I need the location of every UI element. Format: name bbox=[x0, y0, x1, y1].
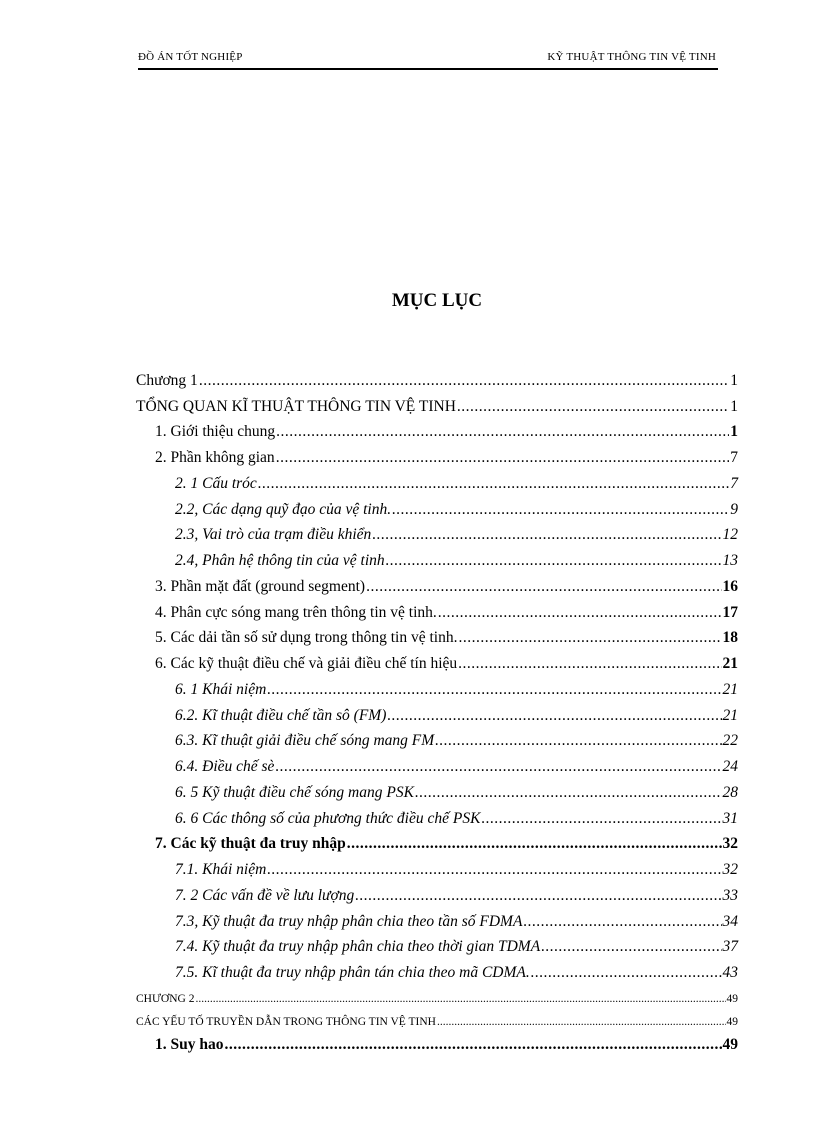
header-left: ĐỒ ÁN TỐT NGHIỆP bbox=[138, 51, 243, 63]
toc-leader-dots bbox=[347, 835, 722, 853]
toc-entry-label: 6. 1 Khái niệm bbox=[175, 680, 267, 698]
toc-entry[interactable] bbox=[136, 390, 738, 416]
toc-entry[interactable] bbox=[136, 673, 738, 699]
toc-leader-dots bbox=[458, 655, 721, 673]
toc-entry-page: 32 bbox=[722, 835, 738, 853]
toc-leader-dots bbox=[276, 449, 730, 467]
toc-entry[interactable] bbox=[136, 828, 738, 854]
toc-entry-label: 2.3, Vai trò của trạm điều khiển bbox=[175, 526, 372, 544]
toc-entry-label: 7. 2 Các vấn đề về lưu lượng bbox=[175, 886, 355, 904]
toc-entry[interactable] bbox=[136, 544, 738, 570]
toc-leader-dots bbox=[199, 372, 729, 390]
toc-leader-dots bbox=[386, 552, 722, 570]
toc-entry-label: CHƯƠNG 2 bbox=[136, 993, 195, 1005]
toc-entry-label: CÁC YẾU TỐ TRUYỀN DẪN TRONG THÔNG TIN VỆ TINH bbox=[136, 1016, 436, 1028]
toc-entry-label: 1. Giới thiệu chung bbox=[155, 423, 276, 441]
toc-entry[interactable] bbox=[136, 647, 738, 673]
toc-leader-dots bbox=[435, 732, 721, 750]
toc-leader-dots bbox=[531, 964, 722, 982]
toc-entry[interactable] bbox=[136, 853, 738, 879]
toc-entry-label: 7.1. Khái niệm bbox=[175, 861, 267, 878]
toc-entry[interactable] bbox=[136, 1005, 738, 1028]
toc-leader-dots bbox=[372, 526, 721, 544]
toc-entry[interactable] bbox=[136, 905, 738, 931]
toc-entry-page: 37 bbox=[722, 938, 738, 956]
toc-entry-page: 49 bbox=[726, 993, 738, 1005]
toc-entry-page: 21 bbox=[722, 655, 738, 672]
toc-entry-label: 2.2, Các dạng quỹ đạo của vệ tinh. bbox=[175, 500, 392, 518]
toc-entry[interactable] bbox=[136, 596, 738, 622]
toc-entry[interactable] bbox=[136, 956, 738, 982]
toc-entry-page: 43 bbox=[722, 964, 738, 981]
toc-entry-label: 7.3, Kỹ thuật đa truy nhập phân chia theo tần số FDMA bbox=[175, 912, 523, 930]
toc-entry-page: 21 bbox=[722, 706, 738, 724]
toc-entry[interactable] bbox=[136, 725, 738, 751]
toc-leader-dots bbox=[458, 629, 721, 647]
toc-leader-dots bbox=[276, 423, 729, 441]
toc-entry-label: Chương 1 bbox=[136, 371, 198, 389]
toc-entry-page: 22 bbox=[722, 732, 738, 750]
toc-entry-label: 6. 5 Kỹ thuật điều chế sóng mang PSK bbox=[175, 783, 414, 801]
toc-leader-dots bbox=[481, 810, 721, 828]
toc-entry-page: 49 bbox=[726, 1016, 738, 1028]
toc-entry[interactable] bbox=[136, 493, 738, 519]
toc-leader-dots bbox=[267, 861, 721, 879]
toc-entry-label: 2. Phần không gian bbox=[155, 449, 275, 466]
toc-leader-dots bbox=[438, 604, 722, 622]
toc-entry-page: 12 bbox=[722, 526, 738, 544]
toc-entry-page: 31 bbox=[722, 809, 738, 827]
toc-entry[interactable] bbox=[136, 776, 738, 802]
toc-leader-dots bbox=[387, 707, 721, 725]
toc-entry-label: TỔNG QUAN KĨ THUẬT THÔNG TIN VỆ TINH bbox=[136, 397, 456, 415]
toc-entry-page: 9 bbox=[730, 500, 738, 518]
toc-entry-label: 7. Các kỹ thuật đa truy nhập bbox=[155, 835, 346, 853]
toc-entry-page: 13 bbox=[722, 552, 738, 569]
toc-leader-dots bbox=[541, 938, 721, 956]
toc-entry[interactable] bbox=[136, 416, 738, 442]
toc-entry-page: 33 bbox=[722, 886, 738, 904]
toc-entry-page: 16 bbox=[722, 577, 738, 595]
toc-entry-page: 21 bbox=[722, 680, 738, 698]
header-right: KỸ THUẬT THÔNG TIN VỆ TINH bbox=[547, 51, 716, 63]
toc-entry-label: 4. Phân cực sóng mang trên thông tin vệ tinh. bbox=[155, 603, 437, 621]
toc-entry[interactable] bbox=[136, 802, 738, 828]
toc-entry[interactable] bbox=[136, 931, 738, 957]
toc-leader-dots bbox=[392, 501, 729, 519]
toc-entry-label: 6.3. Kĩ thuật giải điều chế sóng mang FM bbox=[175, 732, 435, 750]
toc-entry[interactable] bbox=[136, 982, 738, 1005]
toc-leader-dots bbox=[437, 1016, 726, 1028]
toc-entry-label: 6.2. Kĩ thuật điều chế tần sô (FM) bbox=[175, 706, 387, 724]
toc-entry[interactable] bbox=[136, 364, 738, 390]
toc-leader-dots bbox=[366, 578, 721, 596]
toc-entry[interactable] bbox=[136, 622, 738, 648]
toc-entry[interactable] bbox=[136, 750, 738, 776]
toc-entry-page: 1 bbox=[730, 423, 738, 441]
toc-entry-page: 32 bbox=[722, 861, 738, 878]
toc-entry-page: 1 bbox=[730, 397, 738, 415]
toc-entry-page: 28 bbox=[722, 783, 738, 801]
toc-entry-label: 6. 6 Các thông số của phương thức điều chế PSK bbox=[175, 809, 481, 827]
toc-entry-label: 3. Phần mặt đất (ground segment) bbox=[155, 577, 366, 595]
toc-leader-dots bbox=[415, 784, 722, 802]
toc-entry-page: 7 bbox=[730, 449, 738, 466]
toc-entry[interactable] bbox=[136, 699, 738, 725]
page-header bbox=[138, 48, 718, 70]
toc-entry-label: 2. 1 Cấu tróc bbox=[175, 474, 257, 492]
toc-entry[interactable] bbox=[136, 570, 738, 596]
toc-entry-page: 17 bbox=[722, 603, 738, 621]
toc-entry[interactable] bbox=[136, 519, 738, 545]
toc-entry-page: 24 bbox=[722, 758, 738, 775]
toc-leader-dots bbox=[523, 913, 721, 931]
toc-entry[interactable] bbox=[136, 441, 738, 467]
toc-leader-dots bbox=[275, 758, 721, 776]
toc-leader-dots bbox=[267, 681, 721, 699]
toc-entry-label: 7.4. Kỹ thuật đa truy nhập phân chia theo thời gian TDMA bbox=[175, 938, 541, 956]
toc-leader-dots bbox=[258, 475, 729, 493]
toc-entry-label: 7.5. Kĩ thuật đa truy nhập phân tán chia theo mã CDMA. bbox=[175, 964, 530, 981]
toc-entry-label: 5. Các dải tần số sử dụng trong thông tin vệ tinh. bbox=[155, 629, 458, 647]
toc-entry-label: 6. Các kỹ thuật điều chế và giải điều chế tín hiệu bbox=[155, 655, 458, 672]
toc-entry-page: 49 bbox=[722, 1035, 738, 1053]
toc-entry-label: 2.4, Phân hệ thông tin của vệ tinh bbox=[175, 552, 385, 569]
toc-entry-label: 1. Suy hao bbox=[155, 1035, 224, 1053]
toc-entry[interactable] bbox=[136, 467, 738, 493]
toc-entry[interactable] bbox=[136, 1028, 738, 1054]
toc-entry-page: 34 bbox=[722, 912, 738, 930]
toc-leader-dots bbox=[195, 993, 725, 1005]
toc-entry-page: 7 bbox=[730, 474, 738, 492]
toc-entry-page: 18 bbox=[722, 629, 738, 647]
toc-title: MỤC LỤC bbox=[391, 290, 483, 311]
toc-entry-label: 6.4. Điều chế sè bbox=[175, 758, 275, 775]
toc-entry-page: 1 bbox=[730, 371, 738, 389]
table-of-contents bbox=[136, 364, 738, 1054]
toc-leader-dots bbox=[225, 1036, 722, 1054]
toc-entry[interactable] bbox=[136, 879, 738, 905]
toc-leader-dots bbox=[457, 398, 729, 416]
toc-leader-dots bbox=[355, 887, 721, 905]
